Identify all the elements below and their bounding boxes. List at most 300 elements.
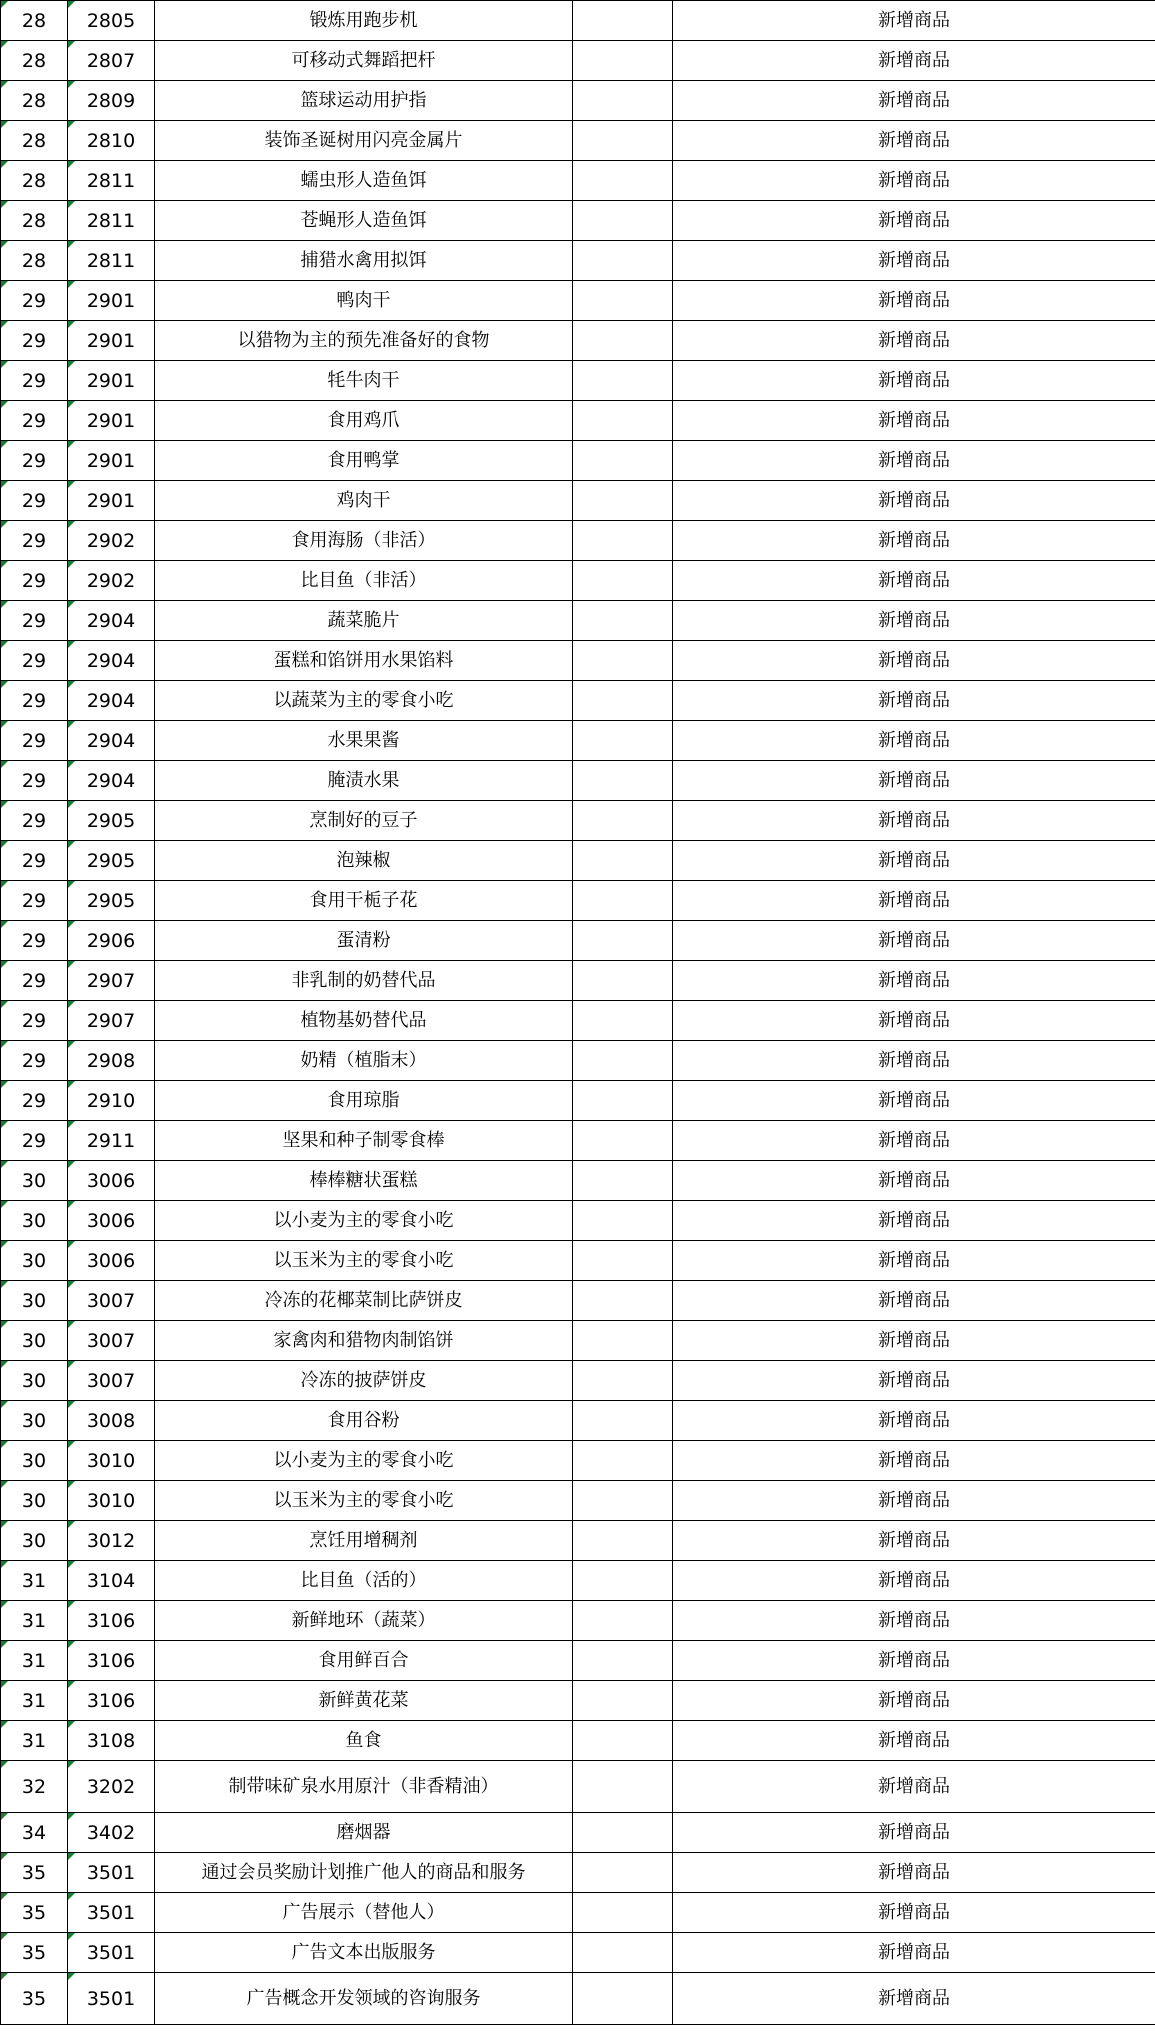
- class-number-cell[interactable]: [1, 121, 68, 161]
- note-cell[interactable]: [573, 1361, 673, 1401]
- group-code-cell[interactable]: [68, 1401, 155, 1441]
- class-number-cell[interactable]: [1, 241, 68, 281]
- status-cell[interactable]: [673, 1521, 1155, 1561]
- group-code-cell[interactable]: [68, 201, 155, 241]
- note-cell[interactable]: [573, 121, 673, 161]
- note-cell[interactable]: [573, 1, 673, 41]
- product-name-cell[interactable]: [155, 1201, 573, 1241]
- class-number-cell[interactable]: [1, 1973, 68, 2025]
- status-cell[interactable]: [673, 1481, 1155, 1521]
- class-number-cell[interactable]: [1, 1241, 68, 1281]
- product-name-cell[interactable]: [155, 121, 573, 161]
- group-code-cell[interactable]: [68, 961, 155, 1001]
- status-cell[interactable]: [673, 281, 1155, 321]
- table-row[interactable]: [1, 1813, 1155, 1853]
- class-number-cell[interactable]: [1, 801, 68, 841]
- status-cell[interactable]: [673, 1681, 1155, 1721]
- group-code-cell[interactable]: [68, 1001, 155, 1041]
- product-name-cell[interactable]: [155, 561, 573, 601]
- table-row[interactable]: [1, 161, 1155, 201]
- class-number-cell[interactable]: [1, 721, 68, 761]
- table-row[interactable]: [1, 241, 1155, 281]
- note-cell[interactable]: [573, 521, 673, 561]
- note-cell[interactable]: [573, 1893, 673, 1933]
- group-code-cell[interactable]: [68, 361, 155, 401]
- status-cell[interactable]: [673, 321, 1155, 361]
- table-row[interactable]: [1, 1933, 1155, 1973]
- note-cell[interactable]: [573, 1281, 673, 1321]
- group-code-cell[interactable]: [68, 1853, 155, 1893]
- table-row[interactable]: [1, 801, 1155, 841]
- group-code-cell[interactable]: [68, 1121, 155, 1161]
- product-name-cell[interactable]: [155, 1241, 573, 1281]
- table-row[interactable]: [1, 1561, 1155, 1601]
- group-code-cell[interactable]: [68, 521, 155, 561]
- table-row[interactable]: [1, 1973, 1155, 2025]
- note-cell[interactable]: [573, 1681, 673, 1721]
- class-number-cell[interactable]: [1, 1681, 68, 1721]
- group-code-cell[interactable]: [68, 1281, 155, 1321]
- note-cell[interactable]: [573, 961, 673, 1001]
- class-number-cell[interactable]: [1, 1853, 68, 1893]
- group-code-cell[interactable]: [68, 1161, 155, 1201]
- group-code-cell[interactable]: [68, 641, 155, 681]
- note-cell[interactable]: [573, 201, 673, 241]
- note-cell[interactable]: [573, 1641, 673, 1681]
- note-cell[interactable]: [573, 1441, 673, 1481]
- group-code-cell[interactable]: [68, 1481, 155, 1521]
- product-name-cell[interactable]: [155, 961, 573, 1001]
- status-cell[interactable]: [673, 1081, 1155, 1121]
- note-cell[interactable]: [573, 161, 673, 201]
- table-row[interactable]: [1, 761, 1155, 801]
- class-number-cell[interactable]: [1, 281, 68, 321]
- note-cell[interactable]: [573, 641, 673, 681]
- table-row[interactable]: [1, 1081, 1155, 1121]
- group-code-cell[interactable]: [68, 1601, 155, 1641]
- table-row[interactable]: [1, 1, 1155, 41]
- status-cell[interactable]: [673, 41, 1155, 81]
- product-name-cell[interactable]: [155, 1401, 573, 1441]
- table-row[interactable]: [1, 1161, 1155, 1201]
- note-cell[interactable]: [573, 681, 673, 721]
- class-number-cell[interactable]: [1, 1893, 68, 1933]
- product-name-cell[interactable]: [155, 1853, 573, 1893]
- table-row[interactable]: [1, 201, 1155, 241]
- table-row[interactable]: [1, 1641, 1155, 1681]
- table-row[interactable]: [1, 1241, 1155, 1281]
- group-code-cell[interactable]: [68, 1441, 155, 1481]
- product-name-cell[interactable]: [155, 321, 573, 361]
- table-row[interactable]: [1, 1601, 1155, 1641]
- table-row[interactable]: [1, 361, 1155, 401]
- product-name-cell[interactable]: [155, 601, 573, 641]
- group-code-cell[interactable]: [68, 481, 155, 521]
- class-number-cell[interactable]: [1, 761, 68, 801]
- note-cell[interactable]: [573, 601, 673, 641]
- group-code-cell[interactable]: [68, 1081, 155, 1121]
- group-code-cell[interactable]: [68, 1201, 155, 1241]
- product-name-cell[interactable]: [155, 361, 573, 401]
- product-name-cell[interactable]: [155, 1041, 573, 1081]
- note-cell[interactable]: [573, 881, 673, 921]
- product-name-cell[interactable]: [155, 161, 573, 201]
- note-cell[interactable]: [573, 1853, 673, 1893]
- note-cell[interactable]: [573, 81, 673, 121]
- product-name-cell[interactable]: [155, 441, 573, 481]
- group-code-cell[interactable]: [68, 1641, 155, 1681]
- class-number-cell[interactable]: [1, 641, 68, 681]
- product-name-cell[interactable]: [155, 1441, 573, 1481]
- status-cell[interactable]: [673, 1321, 1155, 1361]
- table-row[interactable]: [1, 601, 1155, 641]
- class-number-cell[interactable]: [1, 1761, 68, 1813]
- note-cell[interactable]: [573, 561, 673, 601]
- table-row[interactable]: [1, 481, 1155, 521]
- table-row[interactable]: [1, 681, 1155, 721]
- status-cell[interactable]: [673, 1761, 1155, 1813]
- status-cell[interactable]: [673, 681, 1155, 721]
- class-number-cell[interactable]: [1, 961, 68, 1001]
- class-number-cell[interactable]: [1, 1933, 68, 1973]
- class-number-cell[interactable]: [1, 1641, 68, 1681]
- class-number-cell[interactable]: [1, 361, 68, 401]
- status-cell[interactable]: [673, 161, 1155, 201]
- product-name-cell[interactable]: [155, 81, 573, 121]
- note-cell[interactable]: [573, 841, 673, 881]
- product-name-cell[interactable]: [155, 1001, 573, 1041]
- status-cell[interactable]: [673, 361, 1155, 401]
- group-code-cell[interactable]: [68, 1933, 155, 1973]
- note-cell[interactable]: [573, 1081, 673, 1121]
- status-cell[interactable]: [673, 1001, 1155, 1041]
- class-number-cell[interactable]: [1, 441, 68, 481]
- class-number-cell[interactable]: [1, 1281, 68, 1321]
- status-cell[interactable]: [673, 401, 1155, 441]
- table-row[interactable]: [1, 1401, 1155, 1441]
- class-number-cell[interactable]: [1, 1601, 68, 1641]
- status-cell[interactable]: [673, 1361, 1155, 1401]
- group-code-cell[interactable]: [68, 761, 155, 801]
- note-cell[interactable]: [573, 1161, 673, 1201]
- product-name-cell[interactable]: [155, 1081, 573, 1121]
- status-cell[interactable]: [673, 881, 1155, 921]
- note-cell[interactable]: [573, 1973, 673, 2025]
- group-code-cell[interactable]: [68, 281, 155, 321]
- group-code-cell[interactable]: [68, 1813, 155, 1853]
- product-name-cell[interactable]: [155, 1561, 573, 1601]
- product-name-cell[interactable]: [155, 1481, 573, 1521]
- table-row[interactable]: [1, 1893, 1155, 1933]
- group-code-cell[interactable]: [68, 1721, 155, 1761]
- table-row[interactable]: [1, 521, 1155, 561]
- status-cell[interactable]: [673, 1853, 1155, 1893]
- status-cell[interactable]: [673, 441, 1155, 481]
- product-name-cell[interactable]: [155, 1813, 573, 1853]
- note-cell[interactable]: [573, 921, 673, 961]
- group-code-cell[interactable]: [68, 841, 155, 881]
- product-name-cell[interactable]: [155, 841, 573, 881]
- product-name-cell[interactable]: [155, 481, 573, 521]
- note-cell[interactable]: [573, 1561, 673, 1601]
- group-code-cell[interactable]: [68, 1561, 155, 1601]
- group-code-cell[interactable]: [68, 121, 155, 161]
- table-row[interactable]: [1, 1681, 1155, 1721]
- status-cell[interactable]: [673, 1121, 1155, 1161]
- table-row[interactable]: [1, 641, 1155, 681]
- note-cell[interactable]: [573, 1761, 673, 1813]
- class-number-cell[interactable]: [1, 81, 68, 121]
- table-row[interactable]: [1, 121, 1155, 161]
- product-name-cell[interactable]: [155, 1281, 573, 1321]
- group-code-cell[interactable]: [68, 321, 155, 361]
- note-cell[interactable]: [573, 361, 673, 401]
- class-number-cell[interactable]: [1, 41, 68, 81]
- product-name-cell[interactable]: [155, 1361, 573, 1401]
- group-code-cell[interactable]: [68, 561, 155, 601]
- group-code-cell[interactable]: [68, 1761, 155, 1813]
- class-number-cell[interactable]: [1, 1561, 68, 1601]
- class-number-cell[interactable]: [1, 1081, 68, 1121]
- product-name-cell[interactable]: [155, 1973, 573, 2025]
- product-name-cell[interactable]: [155, 1721, 573, 1761]
- class-number-cell[interactable]: [1, 1813, 68, 1853]
- note-cell[interactable]: [573, 441, 673, 481]
- status-cell[interactable]: [673, 1721, 1155, 1761]
- status-cell[interactable]: [673, 1161, 1155, 1201]
- note-cell[interactable]: [573, 1401, 673, 1441]
- product-name-cell[interactable]: [155, 1601, 573, 1641]
- table-row[interactable]: [1, 561, 1155, 601]
- class-number-cell[interactable]: [1, 1481, 68, 1521]
- group-code-cell[interactable]: [68, 241, 155, 281]
- group-code-cell[interactable]: [68, 1361, 155, 1401]
- product-name-cell[interactable]: [155, 1161, 573, 1201]
- group-code-cell[interactable]: [68, 801, 155, 841]
- product-name-cell[interactable]: [155, 521, 573, 561]
- status-cell[interactable]: [673, 81, 1155, 121]
- product-name-cell[interactable]: [155, 201, 573, 241]
- table-row[interactable]: [1, 1121, 1155, 1161]
- class-number-cell[interactable]: [1, 521, 68, 561]
- table-row[interactable]: [1, 961, 1155, 1001]
- class-number-cell[interactable]: [1, 921, 68, 961]
- table-row[interactable]: [1, 1853, 1155, 1893]
- class-number-cell[interactable]: [1, 881, 68, 921]
- class-number-cell[interactable]: [1, 1001, 68, 1041]
- status-cell[interactable]: [673, 521, 1155, 561]
- group-code-cell[interactable]: [68, 1521, 155, 1561]
- note-cell[interactable]: [573, 41, 673, 81]
- note-cell[interactable]: [573, 1521, 673, 1561]
- note-cell[interactable]: [573, 1001, 673, 1041]
- group-code-cell[interactable]: [68, 1893, 155, 1933]
- group-code-cell[interactable]: [68, 1, 155, 41]
- group-code-cell[interactable]: [68, 161, 155, 201]
- note-cell[interactable]: [573, 481, 673, 521]
- class-number-cell[interactable]: [1, 841, 68, 881]
- table-row[interactable]: [1, 441, 1155, 481]
- note-cell[interactable]: [573, 321, 673, 361]
- product-name-cell[interactable]: [155, 1521, 573, 1561]
- product-name-cell[interactable]: [155, 721, 573, 761]
- note-cell[interactable]: [573, 281, 673, 321]
- table-row[interactable]: [1, 1721, 1155, 1761]
- class-number-cell[interactable]: [1, 1121, 68, 1161]
- product-name-cell[interactable]: [155, 1761, 573, 1813]
- table-row[interactable]: [1, 1361, 1155, 1401]
- class-number-cell[interactable]: [1, 1401, 68, 1441]
- status-cell[interactable]: [673, 1933, 1155, 1973]
- product-name-cell[interactable]: [155, 1893, 573, 1933]
- note-cell[interactable]: [573, 1121, 673, 1161]
- product-name-cell[interactable]: [155, 881, 573, 921]
- group-code-cell[interactable]: [68, 1973, 155, 2025]
- status-cell[interactable]: [673, 241, 1155, 281]
- class-number-cell[interactable]: [1, 1441, 68, 1481]
- class-number-cell[interactable]: [1, 561, 68, 601]
- note-cell[interactable]: [573, 1041, 673, 1081]
- class-number-cell[interactable]: [1, 1201, 68, 1241]
- product-name-cell[interactable]: [155, 1121, 573, 1161]
- product-name-cell[interactable]: [155, 1321, 573, 1361]
- note-cell[interactable]: [573, 761, 673, 801]
- class-number-cell[interactable]: [1, 481, 68, 521]
- note-cell[interactable]: [573, 401, 673, 441]
- status-cell[interactable]: [673, 841, 1155, 881]
- product-name-cell[interactable]: [155, 401, 573, 441]
- status-cell[interactable]: [673, 1441, 1155, 1481]
- group-code-cell[interactable]: [68, 601, 155, 641]
- class-number-cell[interactable]: [1, 1361, 68, 1401]
- class-number-cell[interactable]: [1, 1161, 68, 1201]
- table-row[interactable]: [1, 921, 1155, 961]
- table-row[interactable]: [1, 721, 1155, 761]
- product-name-cell[interactable]: [155, 1, 573, 41]
- note-cell[interactable]: [573, 1933, 673, 1973]
- table-row[interactable]: [1, 321, 1155, 361]
- table-row[interactable]: [1, 1041, 1155, 1081]
- table-row[interactable]: [1, 1481, 1155, 1521]
- group-code-cell[interactable]: [68, 681, 155, 721]
- status-cell[interactable]: [673, 1973, 1155, 2025]
- group-code-cell[interactable]: [68, 1681, 155, 1721]
- product-name-cell[interactable]: [155, 801, 573, 841]
- note-cell[interactable]: [573, 1481, 673, 1521]
- class-number-cell[interactable]: [1, 1721, 68, 1761]
- class-number-cell[interactable]: [1, 601, 68, 641]
- status-cell[interactable]: [673, 921, 1155, 961]
- table-row[interactable]: [1, 1281, 1155, 1321]
- status-cell[interactable]: [673, 1201, 1155, 1241]
- class-number-cell[interactable]: [1, 1041, 68, 1081]
- status-cell[interactable]: [673, 1561, 1155, 1601]
- class-number-cell[interactable]: [1, 321, 68, 361]
- note-cell[interactable]: [573, 1601, 673, 1641]
- status-cell[interactable]: [673, 1641, 1155, 1681]
- group-code-cell[interactable]: [68, 1041, 155, 1081]
- status-cell[interactable]: [673, 1401, 1155, 1441]
- class-number-cell[interactable]: [1, 681, 68, 721]
- status-cell[interactable]: [673, 121, 1155, 161]
- table-row[interactable]: [1, 1761, 1155, 1813]
- class-number-cell[interactable]: [1, 201, 68, 241]
- status-cell[interactable]: [673, 1893, 1155, 1933]
- table-row[interactable]: [1, 841, 1155, 881]
- status-cell[interactable]: [673, 561, 1155, 601]
- status-cell[interactable]: [673, 801, 1155, 841]
- product-name-cell[interactable]: [155, 761, 573, 801]
- table-row[interactable]: [1, 41, 1155, 81]
- status-cell[interactable]: [673, 721, 1155, 761]
- status-cell[interactable]: [673, 481, 1155, 521]
- note-cell[interactable]: [573, 801, 673, 841]
- class-number-cell[interactable]: [1, 161, 68, 201]
- group-code-cell[interactable]: [68, 81, 155, 121]
- table-row[interactable]: [1, 1521, 1155, 1561]
- class-number-cell[interactable]: [1, 1321, 68, 1361]
- table-row[interactable]: [1, 81, 1155, 121]
- group-code-cell[interactable]: [68, 721, 155, 761]
- group-code-cell[interactable]: [68, 921, 155, 961]
- status-cell[interactable]: [673, 1241, 1155, 1281]
- status-cell[interactable]: [673, 1041, 1155, 1081]
- table-row[interactable]: [1, 401, 1155, 441]
- product-name-cell[interactable]: [155, 1681, 573, 1721]
- table-row[interactable]: [1, 281, 1155, 321]
- note-cell[interactable]: [573, 1813, 673, 1853]
- note-cell[interactable]: [573, 1721, 673, 1761]
- note-cell[interactable]: [573, 721, 673, 761]
- product-name-cell[interactable]: [155, 681, 573, 721]
- group-code-cell[interactable]: [68, 881, 155, 921]
- status-cell[interactable]: [673, 1601, 1155, 1641]
- table-row[interactable]: [1, 881, 1155, 921]
- note-cell[interactable]: [573, 1241, 673, 1281]
- status-cell[interactable]: [673, 1813, 1155, 1853]
- class-number-cell[interactable]: [1, 401, 68, 441]
- group-code-cell[interactable]: [68, 1321, 155, 1361]
- product-name-cell[interactable]: [155, 1641, 573, 1681]
- table-row[interactable]: [1, 1001, 1155, 1041]
- group-code-cell[interactable]: [68, 41, 155, 81]
- status-cell[interactable]: [673, 201, 1155, 241]
- status-cell[interactable]: [673, 601, 1155, 641]
- status-cell[interactable]: [673, 961, 1155, 1001]
- product-name-cell[interactable]: [155, 241, 573, 281]
- product-name-cell[interactable]: [155, 281, 573, 321]
- status-cell[interactable]: [673, 761, 1155, 801]
- status-cell[interactable]: [673, 641, 1155, 681]
- product-name-cell[interactable]: [155, 921, 573, 961]
- note-cell[interactable]: [573, 1201, 673, 1241]
- status-cell[interactable]: [673, 1281, 1155, 1321]
- product-name-cell[interactable]: [155, 641, 573, 681]
- note-cell[interactable]: [573, 241, 673, 281]
- product-name-cell[interactable]: [155, 1933, 573, 1973]
- table-row[interactable]: [1, 1321, 1155, 1361]
- group-code-cell[interactable]: [68, 441, 155, 481]
- group-code-cell[interactable]: [68, 401, 155, 441]
- product-name-cell[interactable]: [155, 41, 573, 81]
- status-cell[interactable]: [673, 1, 1155, 41]
- group-code-cell[interactable]: [68, 1241, 155, 1281]
- class-number-cell[interactable]: [1, 1, 68, 41]
- table-row[interactable]: [1, 1201, 1155, 1241]
- class-number-cell[interactable]: [1, 1521, 68, 1561]
- note-cell[interactable]: [573, 1321, 673, 1361]
- table-row[interactable]: [1, 1441, 1155, 1481]
